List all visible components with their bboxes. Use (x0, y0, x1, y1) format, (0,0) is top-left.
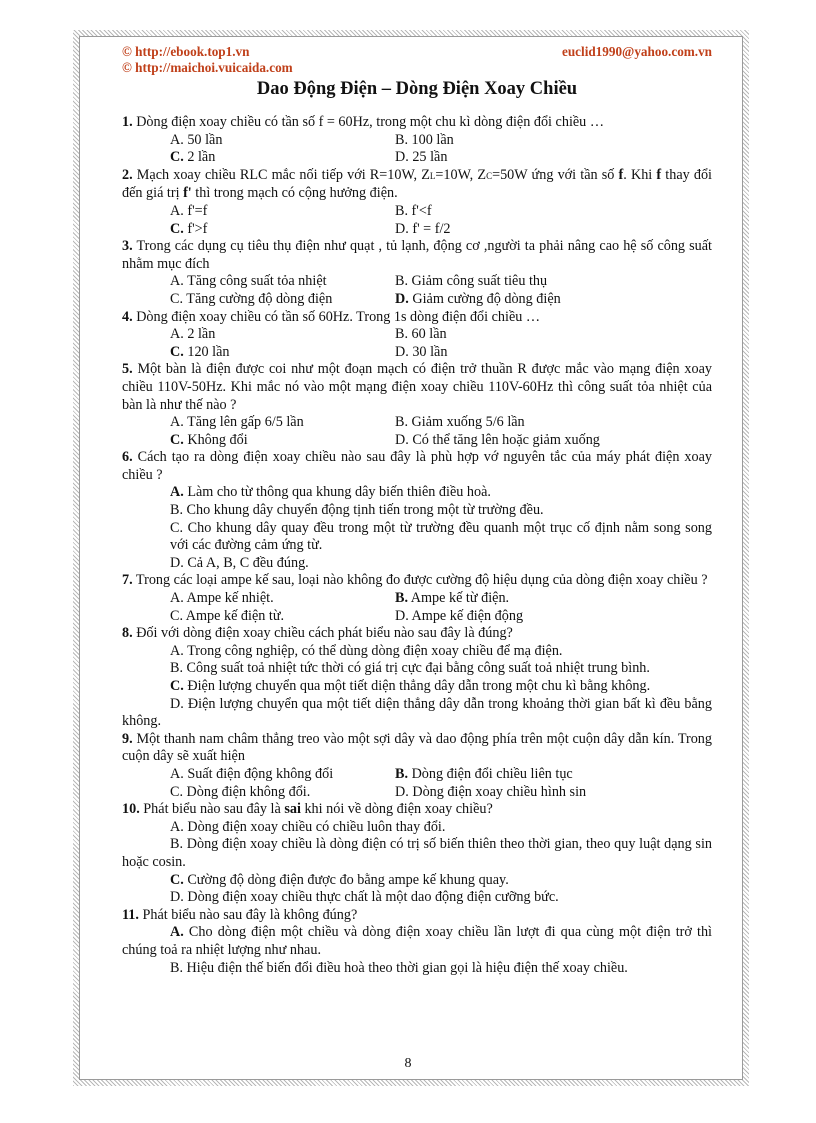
question-text: Trong các loại ampe kế sau, loại nào không đo được cường độ hiệu dụng của dòng điện xoay chiều ? (132, 572, 708, 589)
option-d: D. f' = f/2 (395, 220, 451, 237)
option-text: f'>f (183, 220, 208, 237)
answer-marker: D. (395, 290, 409, 307)
question-text: khi nói về dòng điện xoay chiều? (300, 801, 493, 818)
option-b (395, 766, 712, 784)
question-7-options (122, 590, 712, 625)
option-d: D. Ampe kế điện động (395, 607, 524, 624)
option-c (122, 872, 712, 890)
question-number: 8. (122, 625, 133, 642)
question-text: Một bàn là điện được coi như một đoạn mạch có điện trở thuần R được mắc vào mạng điện xoay chiều 110V-50Hz. Khi mắc nó vào một mạng điện xoay chiều 110V-60Hz thì công suất tỏa nhiệt của bàn là như thế nào ? (122, 361, 712, 413)
option-a: A. f'=f (170, 202, 208, 219)
question-number: 10. (122, 801, 140, 818)
question-4-options (122, 326, 712, 361)
question-3-options (122, 273, 712, 308)
option-c (122, 678, 712, 696)
option-a: A. Dòng điện xoay chiều có chiều luôn thay đổi. (170, 818, 446, 835)
question-9 (122, 731, 712, 766)
question-text: thì trong mạch có cộng hưởng điện. (191, 185, 398, 202)
question-number: 9. (122, 730, 133, 747)
document-title: Dao Động Điện – Dòng Điện Xoay Chiều (256, 79, 578, 99)
question-number: 2. (122, 166, 133, 183)
option-b: B. f'<f (395, 202, 432, 219)
option-a: A. 2 lần (170, 326, 216, 343)
answer-marker: C. (170, 431, 184, 448)
symbol-f: f (656, 166, 662, 183)
question-8 (122, 625, 712, 643)
answer-marker: B. (395, 765, 409, 782)
option-b: B. Công suất toả nhiệt tức thời có giá trị cực đại bằng công suất toả nhiệt trung bình. (170, 660, 650, 677)
header-link-ebook[interactable]: © http://ebook.top1.vn (122, 44, 250, 59)
option-a (122, 484, 712, 502)
question-number: 7. (122, 572, 133, 589)
option-b: B. 60 lần (395, 326, 447, 343)
option-text: 2 lần (183, 149, 216, 166)
question-text: Mạch xoay chiều RLC mắc nối tiếp với R=10W, Z (132, 166, 430, 183)
question-5 (122, 361, 712, 414)
question-text: Đối với dòng điện xoay chiều cách phát biểu nào sau đây là đúng? (132, 625, 513, 642)
question-text: =10W, Z (435, 166, 487, 183)
answer-marker: A. (170, 924, 184, 941)
option-a: A. Trong công nghiệp, có thể dùng dòng điện xoay chiều để mạ điện. (170, 642, 563, 659)
option-text: Điện lượng chuyển qua một tiết diện thẳng dây dẫn trong một chu kì bằng không. (183, 678, 651, 694)
option-text: 120 lần (183, 343, 230, 360)
symbol-f: f (618, 166, 624, 183)
emphasis-sai: sai (284, 801, 301, 818)
question-text: Phát biểu nào sau đây là không đúng? (138, 906, 358, 923)
question-number: 11. (122, 906, 139, 923)
answer-marker: B. (395, 590, 409, 607)
option-d (395, 291, 712, 309)
option-c (170, 432, 395, 450)
option-c (170, 344, 395, 362)
option-a: A. Tăng lên gấp 6/5 lần (170, 414, 304, 431)
option-c: C. Dòng điện không đổi. (170, 783, 311, 800)
option-text: Ampe kế từ điện. (408, 590, 510, 607)
question-4 (122, 309, 712, 327)
question-text: Một thanh nam châm thẳng treo vào một sợi dây và dao động phía trên một cuộn dây dẫn kín. Trong cuộn dây sẽ xuất hiện (122, 730, 712, 765)
option-text: Làm cho từ thông qua khung dây biến thiên điều hoà. (183, 484, 491, 501)
question-10 (122, 801, 712, 819)
option-b: B. Cho khung dây chuyển động tịnh tiến trong một từ trường đều. (170, 502, 544, 519)
question-1 (122, 114, 712, 132)
subscript: C (486, 170, 493, 181)
question-number: 5. (122, 361, 133, 378)
option-a: A. Tăng công suất tỏa nhiệt (170, 273, 327, 290)
option-b: B. Hiệu điện thế biến đổi điều hoà theo thời gian gọi là hiệu điện thế xoay chiều. (170, 959, 628, 976)
answer-marker: C. (170, 220, 184, 237)
question-text: =50W ứng với tần số (492, 166, 619, 183)
header-email[interactable]: euclid1990@yahoo.com.vn (561, 44, 712, 59)
option-a: A. Ampe kế nhiệt. (170, 590, 274, 607)
question-text: Phát biểu nào sau đây là (139, 801, 285, 818)
question-11 (122, 907, 712, 925)
question-2 (122, 167, 712, 203)
symbol-f-prime: f' (183, 185, 192, 202)
option-a: A. 50 lần (170, 131, 223, 148)
option-text: Cường độ dòng điện được đo bằng ampe kế khung quay. (183, 871, 509, 888)
question-text: Dòng điện xoay chiều có tần số f = 60Hz, trong một chu kì dòng điện đổi chiều … (132, 114, 605, 130)
option-d: D. Dòng điện xoay chiều hình sin (395, 783, 587, 800)
page-number: 8 (404, 1056, 412, 1071)
question-text: Trong các dụng cụ tiêu thụ điện như quạt , tủ lạnh, động cơ ,người ta phải nâng cao hệ số công suất nhằm mục đích (122, 238, 712, 272)
answer-marker: C. (170, 343, 184, 360)
question-text: Dòng điện xoay chiều có tần số 60Hz. Trong 1s dòng điện đổi chiều … (132, 308, 541, 325)
answer-marker: C. (170, 678, 184, 694)
answer-marker: C. (170, 149, 184, 166)
question-number: 4. (122, 308, 133, 325)
option-d: D. 25 lần (395, 149, 448, 166)
option-c: C. Ampe kế điện từ. (170, 607, 285, 624)
option-d: D. Dòng điện xoay chiều thực chất là một dao động điện cưỡng bức. (170, 889, 559, 906)
question-5-options (122, 414, 712, 449)
header-row (122, 44, 712, 60)
answer-marker: A. (170, 484, 184, 501)
option-c: C. Cho khung dây quay đều trong một từ trường đều quanh một trục cố định nằm song song với các đường cảm ứng từ. (170, 519, 712, 554)
question-7 (122, 572, 712, 590)
option-a: A. Suất điện động không đổi (170, 765, 334, 782)
question-2-options (122, 203, 712, 238)
option-d: D. 30 lần (395, 343, 448, 360)
question-9-options (122, 766, 712, 801)
option-text: Dòng điện đổi chiều liên tục (408, 765, 573, 782)
header-link-maichoi[interactable]: © http://maichoi.vuicaida.com (122, 59, 293, 75)
option-a (122, 924, 712, 959)
option-b: B. Giảm xuống 5/6 lần (395, 414, 525, 431)
option-text: Không đổi (183, 431, 248, 448)
option-d: D. Cả A, B, C đều đúng. (170, 554, 309, 571)
question-1-options (122, 132, 712, 167)
option-text: Cho dòng điện một chiều và dòng điện xoay chiều lần lượt đi qua cùng một điện trở thì chúng toả ra nhiệt lượng như nhau. (122, 924, 712, 958)
question-text: thay đổi đến giá trị (122, 166, 713, 202)
option-d: D. Điện lượng chuyển qua một tiết diện thẳng dây dẫn trong khoảng thời gian bất kì đều bằng không. (122, 695, 712, 730)
option-b: B. Dòng điện xoay chiều là dòng điện có trị số biến thiên theo thời gian, theo quy luật dạng sin hoặc cosin. (122, 836, 712, 870)
question-number: 1. (122, 114, 133, 130)
question-number: 3. (122, 238, 133, 255)
option-c (170, 221, 395, 239)
option-b: B. Giảm công suất tiêu thụ (395, 273, 548, 290)
question-6 (122, 449, 712, 484)
question-text: Cách tạo ra dòng điện xoay chiều nào sau đây là phù hợp vớ nguyên tắc của máy phát điện xoay chiều ? (122, 449, 712, 483)
option-c (170, 149, 395, 167)
option-text: Giảm cường độ dòng điện (408, 290, 561, 307)
option-b: B. 100 lần (395, 131, 454, 148)
option-b (395, 590, 712, 608)
document-page (122, 44, 712, 977)
option-c: C. Tăng cường độ dòng điện (170, 290, 333, 307)
question-text: . Khi (623, 166, 657, 183)
question-3 (122, 238, 712, 273)
question-number: 6. (122, 449, 133, 466)
subscript: L (429, 170, 436, 181)
answer-marker: C. (170, 871, 184, 888)
option-d: D. Có thể tăng lên hoặc giảm xuống (395, 431, 600, 448)
